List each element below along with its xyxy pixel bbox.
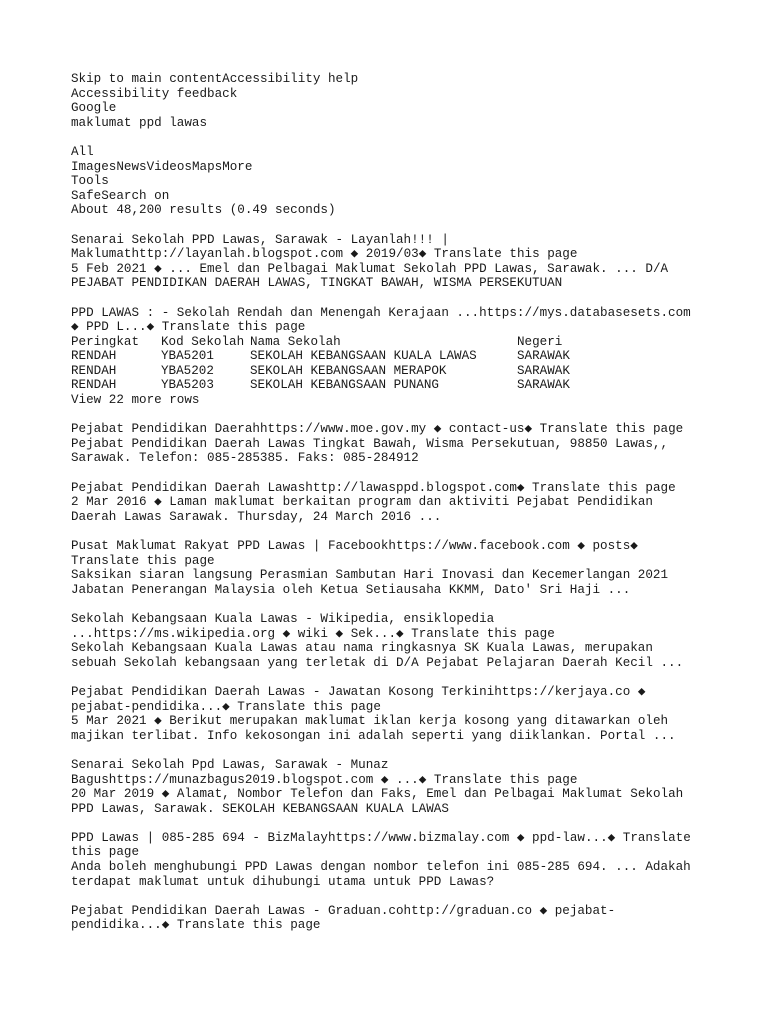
result-title[interactable]: Pejabat Pendidikan Daerah Lawas - Jawatan Kosong Terkini [71, 684, 495, 699]
table-cell: YBA5203 [161, 378, 214, 393]
search-tabs [71, 160, 691, 175]
translate-link[interactable]: ◆ Translate this page [161, 918, 321, 933]
result-url[interactable]: http://graduan.co ◆ pejabat-pendidika... [71, 903, 616, 933]
table-cell: RENDAH [71, 378, 117, 393]
tab-maps[interactable]: Maps [191, 159, 223, 174]
result-title[interactable]: Pejabat Pendidikan Daerah Lawas - Graduan.co [71, 903, 404, 918]
table-cell: SEKOLAH KEBANGSAAN PUNANG [250, 378, 439, 393]
result-title[interactable]: Senarai Sekolah PPD Lawas, Sarawak - Layanlah!!! | Maklumat [71, 232, 457, 262]
table-cell: SEKOLAH KEBANGSAAN KUALA LAWAS [250, 349, 477, 364]
result-snippet: Pejabat Pendidikan Daerah Lawas Tingkat Bawah, Wisma Persekutuan, 98850 Lawas,, Sarawak. Telefon: 085-285385. Faks: 085-284912 [71, 436, 676, 466]
result-snippet: Sekolah Kebangsaan Kuala Lawas atau nama ringkasnya SK Kuala Lawas, merupakan sebuah Sekolah kebangsaan yang terletak di D/A Pejabat Pelajaran Daerah Kecil ... [71, 641, 684, 670]
result-url[interactable]: https://www.bizmalay.com ◆ ppd-law... [327, 830, 608, 845]
result-snippet: 2 Mar 2016 ◆ Laman maklumat berkaitan program dan aktiviti Pejabat Pendidikan Daerah Lawas Sarawak. Thursday, 24 March 2016 ... [71, 495, 661, 524]
table-cell: YBA5202 [161, 363, 214, 378]
search-result [71, 539, 691, 597]
translate-link[interactable]: ◆ Translate this page [396, 626, 555, 641]
tab-all[interactable]: All [71, 144, 94, 159]
result-title[interactable]: PPD Lawas | 085-285 694 - BizMalay [71, 830, 328, 845]
result-url[interactable]: https://munazbagus2019.blogspot.com ◆ ... [108, 772, 419, 787]
result-title[interactable]: PPD LAWAS : - Sekolah Rendah dan Menengah Kerajaan ... [71, 305, 480, 320]
result-url[interactable]: https://ms.wikipedia.org ◆ wiki ◆ Sek... [93, 626, 397, 641]
result-snippet: 20 Mar 2019 ◆ Alamat, Nombor Telefon dan Faks, Emel dan Pelbagai Maklumat Sekolah PPD Lawas, Sarawak. SEKOLAH KEBANGSAAN KUALA LAWAS [71, 787, 691, 816]
table-cell: RENDAH [71, 363, 117, 378]
result-url[interactable]: https://www.facebook.com ◆ posts [388, 539, 631, 553]
table-cell: SARAWAK [517, 363, 570, 378]
table-row [71, 378, 570, 393]
search-result [71, 758, 691, 816]
search-result [71, 612, 691, 670]
tab-more[interactable]: More [222, 159, 253, 174]
result-title[interactable]: Sekolah Kebangsaan Kuala Lawas - Wikipedia, ensiklopedia ... [71, 611, 502, 641]
result-title[interactable]: Pusat Maklumat Rakyat PPD Lawas | Facebook [71, 539, 389, 553]
tab-news[interactable]: News [116, 159, 147, 174]
result-snippet: 5 Feb 2021 ◆ ... Emel dan Pelbagai Maklumat Sekolah PPD Lawas, Sarawak. ... D/A PEJABAT PENDIDIKAN DAERAH LAWAS, TINGKAT BAWAH, WISMA PERSEKUTUAN [71, 261, 676, 291]
search-result [71, 830, 699, 889]
translate-link[interactable]: ◆ Translate this page [146, 320, 306, 335]
table-header-row [71, 335, 570, 350]
search-query[interactable]: maklumat ppd lawas [71, 115, 208, 130]
search-result [71, 305, 699, 408]
result-snippet: Anda boleh menghubungi PPD Lawas dengan nombor telefon ini 085-285 694. ... Adakah terdapat maklumat untuk dihubungi utama untuk PPD Lawas? [71, 860, 699, 889]
table-row [71, 364, 570, 379]
result-url[interactable]: https://kerjaya.co ◆ pejabat-pendidika... [71, 684, 653, 714]
result-title[interactable]: Pejabat Pendidikan Daerah Lawas [71, 480, 306, 495]
result-snippet: 5 Mar 2021 ◆ Berikut merupakan maklumat iklan kerja kosong yang ditawarkan oleh majikan terlibat. Info kekosongan ini adalah seperti yang diiklankan. Portal ... [71, 714, 676, 743]
school-table [71, 335, 570, 393]
accessibility-feedback-link[interactable]: Accessibility feedback [71, 86, 238, 101]
tab-videos[interactable]: Videos [146, 159, 192, 174]
translate-link[interactable]: ◆ Translate this page [418, 247, 578, 262]
table-cell: SARAWAK [517, 378, 570, 393]
search-result [71, 481, 691, 525]
tools-button[interactable]: Tools [71, 174, 109, 189]
google-logo[interactable]: Google [71, 101, 117, 116]
result-url[interactable]: http://layanlah.blogspot.com ◆ 2019/03 [131, 247, 419, 262]
table-header: Nama Sekolah [250, 334, 341, 349]
table-header: Negeri [517, 334, 563, 349]
tab-images[interactable]: Images [71, 159, 117, 174]
search-result [71, 233, 691, 291]
translate-link[interactable]: ◆ Translate this page [516, 480, 676, 495]
result-url[interactable]: https://www.moe.gov.my ◆ contact-us [259, 422, 525, 437]
table-cell: SARAWAK [517, 349, 570, 364]
translate-link[interactable]: ◆ Translate this page [524, 422, 684, 437]
safesearch-toggle[interactable]: SafeSearch on [71, 188, 170, 203]
translate-link[interactable]: ◆ Translate this page [71, 830, 699, 860]
table-cell: SEKOLAH KEBANGSAAN MERAPOK [250, 363, 447, 378]
table-row [71, 349, 570, 364]
table-cell: RENDAH [71, 349, 117, 364]
table-header: Peringkat [71, 334, 140, 349]
search-result [71, 904, 691, 933]
table-cell: YBA5201 [161, 349, 214, 364]
accessibility-help-link[interactable]: Accessibility help [222, 72, 359, 86]
table-header: Kod Sekolah [161, 334, 245, 349]
accessibility-links [71, 72, 691, 87]
search-result [71, 685, 691, 743]
result-stats: About 48,200 results (0.49 seconds) [71, 203, 336, 218]
translate-link[interactable]: ◆ Translate this page [418, 772, 578, 787]
result-url[interactable]: http://lawasppd.blogspot.com [305, 480, 517, 495]
result-url[interactable]: https://mys.databasesets.com ◆ PPD L... [71, 305, 699, 335]
view-more-rows-link[interactable]: View 22 more rows [71, 393, 200, 408]
result-snippet: Saksikan siaran langsung Perasmian Sambutan Hari Inovasi dan Kecemerlangan 2021 Jabatan Penerangan Malaysia oleh Ketua Setiausaha KKMM, Dato' Sri Haji ... [71, 568, 676, 597]
translate-link[interactable]: ◆ Translate this page [222, 699, 381, 714]
translate-link[interactable]: ◆ Translate this page [71, 539, 646, 568]
result-title[interactable]: Pejabat Pendidikan Daerah [71, 422, 260, 437]
search-result [71, 422, 691, 466]
skip-link[interactable]: Skip to main content [71, 72, 223, 86]
result-title[interactable]: Senarai Sekolah Ppd Lawas, Sarawak - Munaz Bagus [71, 757, 396, 787]
